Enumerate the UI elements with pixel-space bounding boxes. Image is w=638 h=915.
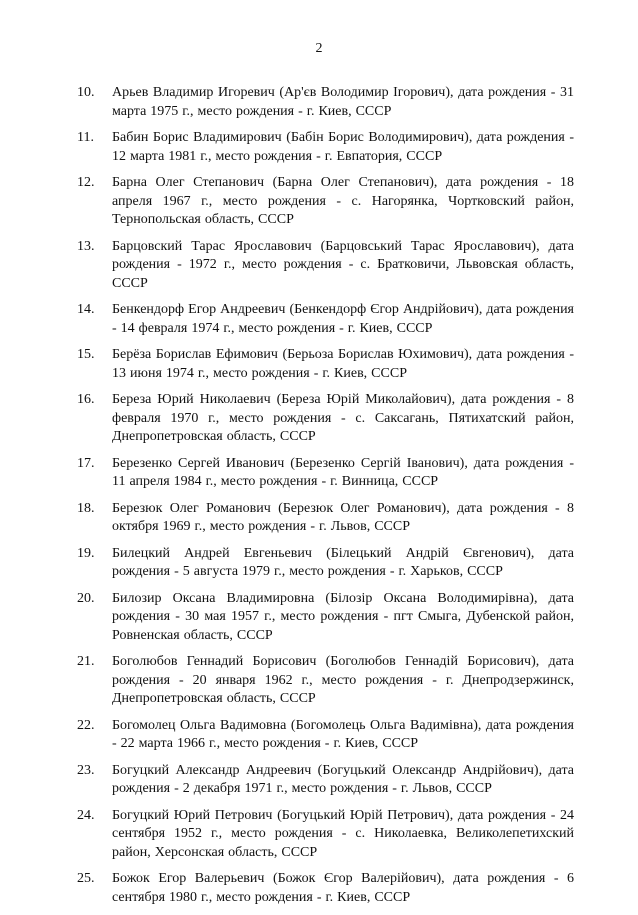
entry-number: 10. bbox=[77, 85, 95, 100]
entry-text: Билецкий Андрей Евгеньевич (Білецький Андрій Євгенович), дата рождения - 5 августа 1979 г., место рождения - г. Харьков, СССР bbox=[112, 545, 574, 579]
entry-number: 14. bbox=[77, 302, 95, 317]
list-item bbox=[77, 545, 574, 582]
entry-number: 18. bbox=[77, 500, 95, 516]
entry-text: Берёза Борислав Ефимович (Берьоза Борислав Юхимович), дата рождения - 13 июня 1974 г., место рождения - г. Киев, СССР bbox=[112, 347, 574, 381]
list-item bbox=[77, 129, 574, 166]
entry-number: 24. bbox=[77, 807, 95, 823]
entry-text: Березенко Сергей Иванович (Березенко Сергій Іванович), дата рождения - 11 апреля 1984 г., место рождения - г. Винница, СССР bbox=[112, 455, 574, 489]
entry-text: Березюк Олег Романович (Березюк Олег Романович), дата рождения - 8 октября 1969 г., место рождения - г. Львов, СССР bbox=[112, 500, 574, 534]
entry-number: 19. bbox=[77, 545, 95, 561]
entry-text: Богуцкий Александр Андреевич (Богуцький Олександр Андрійович), дата рождения - 2 декабря 1971 г., место рождения - г. Львов, СССР bbox=[112, 762, 574, 796]
list-item bbox=[77, 590, 574, 646]
list-item bbox=[77, 346, 574, 383]
entry-text: Барцовский Тарас Ярославович (Барцовський Тарас Ярославович), дата рождения - 1972 г., место рождения - с. Братковичи, Львовская область, СССР bbox=[112, 238, 574, 291]
list-item bbox=[77, 84, 574, 121]
list-item bbox=[77, 870, 574, 907]
list-item bbox=[77, 807, 574, 863]
page-number: 2 bbox=[315, 41, 323, 56]
list-item bbox=[77, 762, 574, 799]
entry-text: Бабин Борис Владимирович (Бабін Борис Володимирович), дата рождения - 12 марта 1981 г., место рождения - г. Евпатория, СССР bbox=[112, 130, 574, 164]
entry-number: 17. bbox=[77, 455, 95, 471]
entry-text: Бенкендорф Егор Андреевич (Бенкендорф Єгор Андрійович), дата рождения - 14 февраля 1974 г., место рождения - г. Киев, СССР bbox=[112, 302, 574, 336]
entry-list bbox=[77, 84, 574, 915]
entry-number: 13. bbox=[77, 238, 95, 254]
entry-number: 21. bbox=[77, 654, 95, 669]
entry-text: Богуцкий Юрий Петрович (Богуцький Юрій Петрович), дата рождения - 24 сентября 1952 г., место рождения - с. Николаевка, Великолепетихский район, Херсонская область, СССР bbox=[112, 807, 574, 860]
list-item bbox=[77, 238, 574, 294]
entry-number: 11. bbox=[77, 130, 94, 145]
list-item bbox=[77, 717, 574, 754]
list-item bbox=[77, 500, 574, 537]
entry-text: Билозир Оксана Владимировна (Білозір Оксана Володимирівна), дата рождения - 30 мая 1957 г., место рождения - пгт Смыга, Дубенской район, Ровненская область, СССР bbox=[112, 590, 574, 643]
entry-text: Барна Олег Степанович (Барна Олег Степанович), дата рождения - 18 апреля 1967 г., место рождения - с. Нагорянка, Чортковский район, Тернопольская область, СССР bbox=[112, 175, 574, 227]
entry-text: Арьев Владимир Игоревич (Ар'єв Володимир Ігорович), дата рождения - 31 марта 1975 г., место рождения - г. Киев, СССР bbox=[112, 85, 574, 119]
entry-text: Божок Егор Валерьевич (Божок Єгор Валерійович), дата рождения - 6 сентября 1980 г., место рождения - г. Киев, СССР bbox=[112, 871, 574, 905]
entry-number: 15. bbox=[77, 347, 95, 362]
list-item bbox=[77, 653, 574, 709]
list-item bbox=[77, 455, 574, 492]
list-item bbox=[77, 301, 574, 338]
list-item bbox=[77, 174, 574, 230]
list-item bbox=[77, 391, 574, 447]
entry-number: 12. bbox=[77, 175, 95, 190]
entry-number: 23. bbox=[77, 762, 95, 778]
entry-text: Береза Юрий Николаевич (Береза Юрій Миколайович), дата рождения - 8 февраля 1970 г., место рождения - с. Саксагань, Пятихатский район, Днепропетровская область, СССР bbox=[112, 392, 574, 444]
entry-number: 16. bbox=[77, 392, 95, 407]
entry-number: 25. bbox=[77, 871, 95, 886]
entry-text: Боголюбов Геннадий Борисович (Боголюбов Геннадій Борисович), дата рождения - 20 января 1962 г., место рождения - г. Днепродзержинск, Днепропетровская область, СССР bbox=[112, 654, 574, 706]
entry-text: Богомолец Ольга Вадимовна (Богомолець Ольга Вадимівна), дата рождения - 22 марта 1966 г., место рождения - г. Киев, СССР bbox=[112, 717, 574, 751]
entry-number: 20. bbox=[77, 590, 95, 606]
entry-number: 22. bbox=[77, 717, 95, 733]
